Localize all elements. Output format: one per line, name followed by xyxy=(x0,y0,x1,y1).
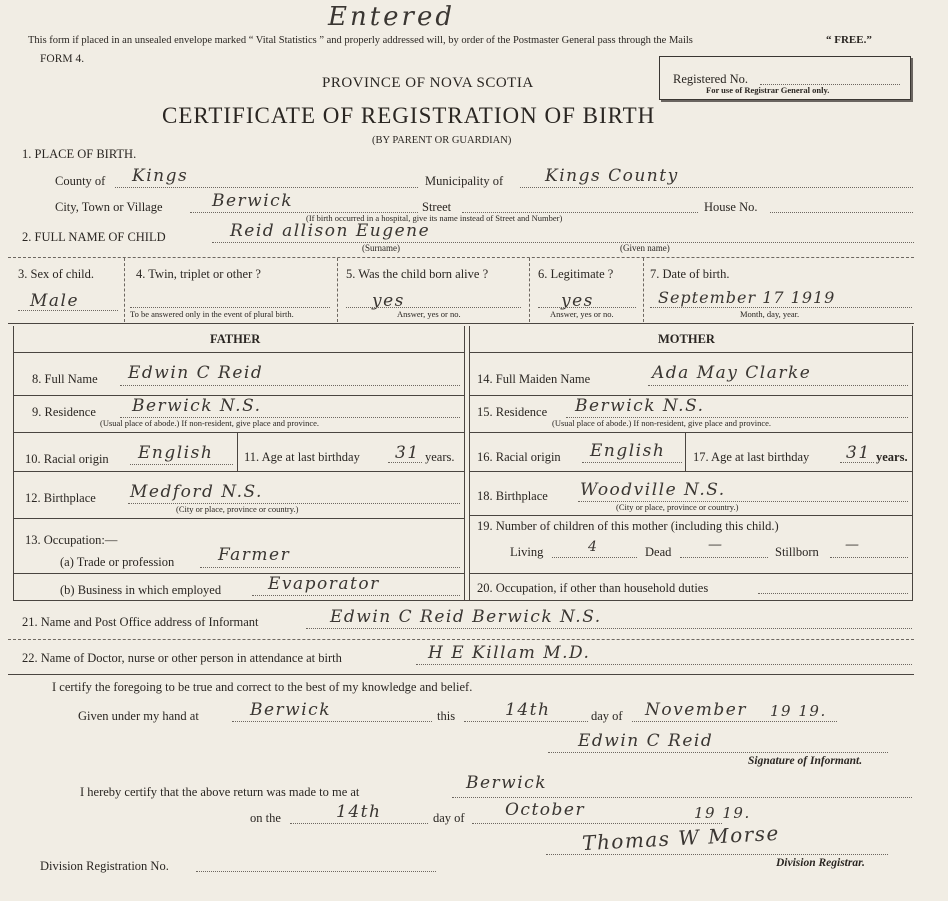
mother-occupation-line xyxy=(758,593,908,594)
mother-children-label: 19. Number of children of this mother (including this child.) xyxy=(477,519,779,533)
dob-note: Month, day, year. xyxy=(740,309,800,319)
child-row-divider-4 xyxy=(643,258,644,322)
father-birthplace-value: Medford N.S. xyxy=(130,482,263,502)
certificate-subtitle: (BY PARENT OR GUARDIAN) xyxy=(372,135,512,146)
municipality-label: Municipality of xyxy=(425,174,504,188)
mother-name-line xyxy=(648,385,908,386)
legitimate-note: Answer, yes or no. xyxy=(550,309,614,319)
mother-heading-rule xyxy=(470,352,912,353)
mother-racial-label: 16. Racial origin xyxy=(477,450,561,464)
child-name-label: 2. FULL NAME OF CHILD xyxy=(22,230,166,244)
mother-row4-rule xyxy=(470,515,912,516)
registrar-day-line xyxy=(290,823,428,824)
child-name-value: Reid allison Eugene xyxy=(230,221,431,241)
sex-value: Male xyxy=(30,291,80,311)
certificate-title: CERTIFICATE OF REGISTRATION OF BIRTH xyxy=(162,103,656,128)
registrar-on-the-label: on the xyxy=(250,811,281,825)
mother-name-value: Ada May Clarke xyxy=(652,363,812,383)
father-racial-value: English xyxy=(138,443,214,463)
parents-bottom-rule xyxy=(13,600,913,601)
father-age-years: years. xyxy=(425,450,455,464)
informant-signature: Edwin C Reid xyxy=(578,731,714,751)
twin-note: To be answered only in the event of plural birth. xyxy=(130,309,294,319)
division-registrar-label: Division Registrar. xyxy=(776,857,865,869)
given-month-value: November xyxy=(645,700,747,720)
county-line xyxy=(115,187,418,188)
doctor-value: H E Killam M.D. xyxy=(428,643,591,663)
mother-birthplace-label: 18. Birthplace xyxy=(477,489,548,503)
legitimate-label: 6. Legitimate ? xyxy=(538,267,614,281)
registrar-place-value: Berwick xyxy=(466,773,547,793)
given-year-value: 19 19. xyxy=(770,702,827,720)
child-row-top-rule xyxy=(8,257,914,258)
doctor-label: 22. Name of Doctor, nurse or other person in attendance at birth xyxy=(22,651,342,665)
father-row5-rule xyxy=(14,573,464,574)
child-name-line xyxy=(212,242,914,243)
mother-dead-line xyxy=(680,557,768,558)
mother-residence-value: Berwick N.S. xyxy=(575,396,705,416)
father-row2-rule xyxy=(14,432,464,433)
mother-name-label: 14. Full Maiden Name xyxy=(477,372,591,386)
mother-residence-note: (Usual place of abode.) If non-resident, give place and province. xyxy=(552,418,772,428)
alive-note: Answer, yes or no. xyxy=(397,309,461,319)
mother-stillborn-line xyxy=(830,557,908,558)
mother-living-value: 4 xyxy=(588,539,599,555)
mother-racial-value: English xyxy=(590,441,666,461)
dob-value: September 17 1919 xyxy=(658,288,836,307)
registered-box xyxy=(659,56,911,100)
mother-living-line xyxy=(552,557,637,558)
mother-heading: MOTHER xyxy=(658,332,715,346)
informant-label: 21. Name and Post Office address of Informant xyxy=(22,615,259,629)
mother-racial-line xyxy=(582,462,682,463)
doctor-rule xyxy=(8,674,914,675)
division-registration-line xyxy=(196,871,436,872)
legitimate-line xyxy=(538,307,636,308)
given-day-line xyxy=(464,721,588,722)
father-residence-label: 9. Residence xyxy=(32,405,96,419)
registrar-year-value: 19 19. xyxy=(694,804,751,822)
place-of-birth-heading: 1. PLACE OF BIRTH. xyxy=(22,147,137,161)
twin-label: 4. Twin, triplet or other ? xyxy=(136,267,261,281)
father-name-label: 8. Full Name xyxy=(32,372,98,386)
father-heading-rule xyxy=(14,352,464,353)
mother-row5-rule xyxy=(470,573,912,574)
father-birthplace-note: (City or place, province or country.) xyxy=(176,504,299,514)
entered-stamp: Entered xyxy=(328,2,456,32)
informant-rule xyxy=(8,639,914,640)
father-trade-label: (a) Trade or profession xyxy=(60,555,175,569)
registrar-note: For use of Registrar General only. xyxy=(706,85,830,95)
mother-stillborn-label: Stillborn xyxy=(775,545,819,559)
house-no-label: House No. xyxy=(704,200,758,214)
given-day-of-label: day of xyxy=(591,709,623,723)
mother-age-years: years. xyxy=(876,450,908,464)
father-business-line xyxy=(252,595,460,596)
registered-label: Registered No. xyxy=(673,72,748,86)
mother-birthplace-note: (City or place, province or country.) xyxy=(616,502,739,512)
registrar-signature: Thomas W Morse xyxy=(581,820,781,856)
alive-line xyxy=(346,307,521,308)
registrar-day-value: 14th xyxy=(336,802,382,822)
given-month-line xyxy=(632,721,837,722)
father-age-divider xyxy=(237,433,238,471)
given-name-note: (Given name) xyxy=(620,243,670,253)
registrar-month-value: October xyxy=(505,800,586,820)
father-trade-line xyxy=(200,567,460,568)
father-trade-value: Farmer xyxy=(218,545,291,565)
father-racial-label: 10. Racial origin xyxy=(25,452,109,466)
father-name-value: Edwin C Reid xyxy=(128,363,264,383)
postal-free: “ FREE.” xyxy=(826,34,872,46)
form-number: FORM 4. xyxy=(40,53,85,65)
father-business-label: (b) Business in which employed xyxy=(60,583,222,597)
division-registration-label: Division Registration No. xyxy=(40,859,169,873)
informant-signature-line xyxy=(548,752,888,753)
surname-note: (Surname) xyxy=(362,243,400,253)
registrar-month-line xyxy=(472,823,722,824)
father-age-value: 31 xyxy=(395,443,420,463)
county-label: County of xyxy=(55,174,106,188)
registrar-day-of-label: day of xyxy=(433,811,465,825)
given-this-label: this xyxy=(437,709,456,723)
parents-right-border xyxy=(912,326,913,600)
child-row-divider-3 xyxy=(529,258,530,322)
twin-line xyxy=(130,307,330,308)
sex-label: 3. Sex of child. xyxy=(18,267,95,281)
father-birthplace-label: 12. Birthplace xyxy=(25,491,96,505)
mother-living-label: Living xyxy=(510,545,544,559)
child-row-divider-1 xyxy=(124,258,125,322)
given-place-line xyxy=(232,721,432,722)
father-residence-note: (Usual place of abode.) If non-resident, give place and province. xyxy=(100,418,320,428)
parents-middle-border-b xyxy=(469,326,470,600)
child-row-bottom-rule xyxy=(8,323,914,324)
father-row4-rule xyxy=(14,518,464,519)
given-label: Given under my hand at xyxy=(78,709,199,723)
father-occupation-label: 13. Occupation:— xyxy=(25,533,118,547)
city-label: City, Town or Village xyxy=(55,200,163,214)
mother-residence-label: 15. Residence xyxy=(477,405,548,419)
mother-stillborn-value: — xyxy=(845,537,861,553)
mother-row3-rule xyxy=(470,471,912,472)
sex-line xyxy=(18,310,118,311)
father-residence-value: Berwick N.S. xyxy=(132,396,262,416)
given-place-value: Berwick xyxy=(250,700,331,720)
house-no-line xyxy=(770,212,913,213)
mother-age-value: 31 xyxy=(846,443,871,463)
alive-value: yes xyxy=(372,291,405,311)
alive-label: 5. Was the child born alive ? xyxy=(346,267,489,281)
father-age-label: 11. Age at last birthday xyxy=(244,450,360,464)
city-value: Berwick xyxy=(212,191,293,211)
dob-label: 7. Date of birth. xyxy=(650,267,730,281)
registrar-statement: I hereby certify that the above return was made to me at xyxy=(80,785,360,799)
father-business-value: Evaporator xyxy=(268,574,380,594)
hospital-note: (If birth occurred in a hospital, give its name instead of Street and Number) xyxy=(306,213,563,223)
parents-middle-border-a xyxy=(464,326,465,600)
parents-left-border xyxy=(13,326,14,600)
child-row-divider-2 xyxy=(337,258,338,322)
informant-value: Edwin C Reid Berwick N.S. xyxy=(330,607,602,627)
postal-notice: This form if placed in an unsealed envelope marked “ Vital Statistics ” and properly addressed will, by order of the Postmaster General pass through the Mails xyxy=(28,35,693,46)
county-value: Kings xyxy=(132,166,189,186)
father-racial-line xyxy=(130,464,233,465)
informant-signature-label: Signature of Informant. xyxy=(748,755,863,767)
province-heading: PROVINCE OF NOVA SCOTIA xyxy=(322,75,534,91)
mother-age-label: 17. Age at last birthday xyxy=(693,450,810,464)
dob-line xyxy=(650,307,912,308)
legitimate-value: yes xyxy=(561,291,594,311)
father-age-line xyxy=(388,462,422,463)
father-heading: FATHER xyxy=(210,332,261,346)
municipality-value: Kings County xyxy=(545,166,679,186)
mother-age-line xyxy=(840,462,874,463)
certification-statement: I certify the foregoing to be true and correct to the best of my knowledge and belief. xyxy=(52,680,473,694)
given-day-value: 14th xyxy=(505,700,551,720)
mother-occupation-label: 20. Occupation, if other than household duties xyxy=(477,581,709,595)
registrar-place-line xyxy=(452,797,912,798)
informant-line xyxy=(306,628,912,629)
father-name-line xyxy=(120,385,460,386)
mother-dead-label: Dead xyxy=(645,545,672,559)
mother-birthplace-value: Woodville N.S. xyxy=(580,480,726,500)
municipality-line xyxy=(520,187,913,188)
mother-row2-rule xyxy=(470,432,912,433)
father-row3-rule xyxy=(14,471,464,472)
mother-age-divider xyxy=(685,433,686,471)
mother-dead-value: — xyxy=(708,537,724,553)
doctor-line xyxy=(416,664,912,665)
street-label: Street xyxy=(422,200,452,214)
